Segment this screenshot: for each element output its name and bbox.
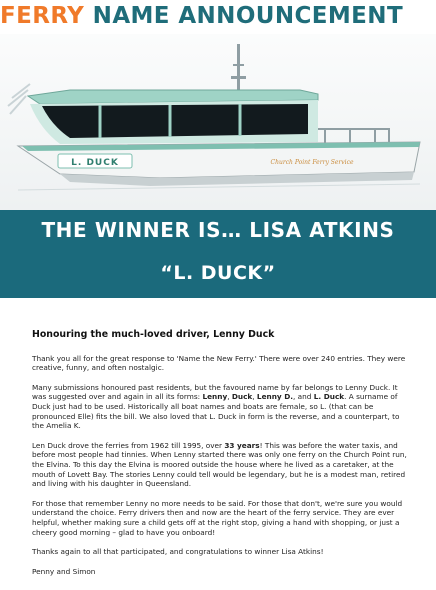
hull-name: L. DUCK: [71, 158, 119, 168]
signature: Penny and Simon: [32, 566, 96, 576]
title-announcement: NAME ANNOUNCEMENT: [92, 3, 404, 29]
paragraph-name-choice: Many submissions honoured past residents, but the favoured name by far belongs to Lenny Duck. It was suggested over and again in all its forms: Lenny, Duck, Lenny D., and L. Duck. A surname of Duck just had to be used. Historically all boat names and boats are female, so L. (that can be pronounced Elle) fits the bill. We also loved that L. Duck in form is the reverse, and a counterpart, to the Amelia K.: [32, 382, 400, 431]
mast: [237, 44, 240, 92]
ferry-name-headline: “L. DUCK”: [160, 262, 276, 284]
article-heading: Honouring the much-loved driver, Lenny Duck: [32, 329, 275, 340]
ferry-logo: Church Point Ferry Service: [270, 159, 354, 166]
paragraph-drivers: For those that remember Lenny no more needs to be said. For those that don't, we're sure you would understand the choice. Ferry drivers then and now are the heart of the ferry service. They are ever helpful, whether making sure a child gets off at the right stop, giving a hand with shopping, or just a cheery good morning – glad to have you onboard!: [32, 498, 403, 537]
winner-banner: [0, 210, 436, 298]
page-title: [0, 0, 436, 32]
paragraph-response: Thank you all for the great response to 'Name the New Ferry.' There were over 240 entries. They were creative, funny, and often nostalgic.: [32, 353, 406, 373]
ferry-illustration: [0, 34, 436, 210]
announcement-article: [32, 330, 412, 586]
paragraph-thanks: Thanks again to all that participated, and congratulations to winner Lisa Atkins!: [32, 547, 324, 557]
paragraph-history: Len Duck drove the ferries from 1962 till 1995, over 33 years! This was before the water taxis, and before most people had tinnies. When Lenny started there was only one ferry on the Church Point run, the Elvina. To this day the Elvina is moored outside the house where he lived as a caretaker, at the mouth of Lovett Bay. The stories Lenny could tell would be legendary, but he is a modest man, retired and living with his daughter in Queensland.: [32, 440, 407, 489]
ferry-windows: [42, 104, 308, 138]
winner-headline: THE WINNER IS… LISA ATKINS: [41, 218, 395, 242]
title-ferry: FERRY: [0, 3, 85, 29]
